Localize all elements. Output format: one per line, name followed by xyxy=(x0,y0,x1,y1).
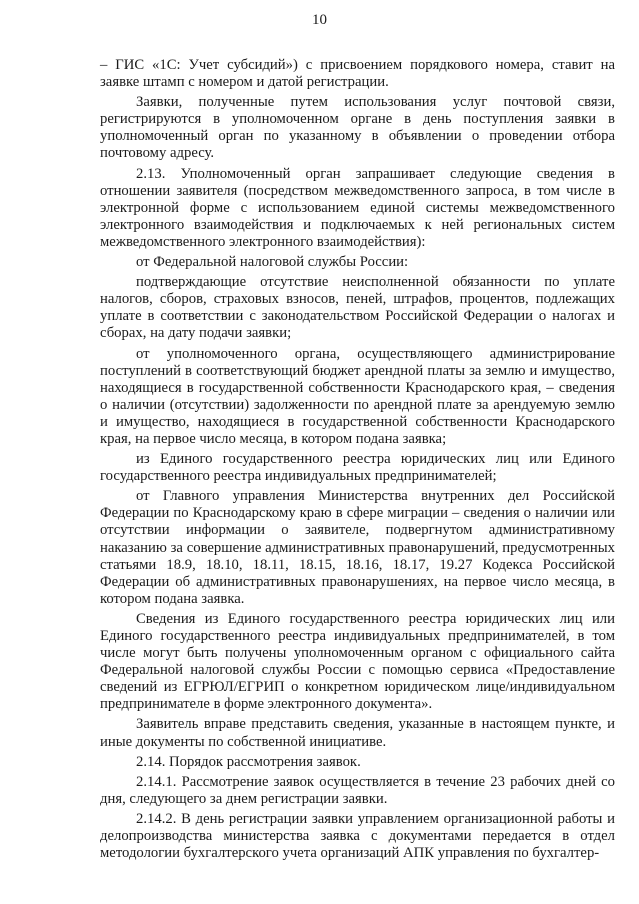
paragraph: 2.14.2. В день регистрации заявки управлением организационной работы и делопроизводства министерства заявка с документами передается в отдел методологии бухгалтерского учета организаций АПК управления по бухгалтер- xyxy=(100,810,615,862)
paragraph: от уполномоченного органа, осуществляющего администрирование поступлений в соответствующий бюджет арендной платы за землю и имущество, находящиеся в государственной собственности Краснодарского края, – сведения о наличии (отсутствии) задолженности по арендной плате за арендуемую землю и имущество, находящиеся в государственной собственности Краснодарского края, на первое число месяца, в котором подана заявка; xyxy=(100,345,615,447)
paragraph: 2.14.1. Рассмотрение заявок осуществляется в течение 23 рабочих дней со дня, следующего за днем регистрации заявки. xyxy=(100,773,615,807)
paragraph: – ГИС «1С: Учет субсидий») с присвоением порядкового номера, ставит на заявке штамп с номером и датой регистрации. xyxy=(100,57,615,91)
paragraph: 2.13. Уполномоченный орган запрашивает следующие сведения в отношении заявителя (посредством межведомственного запроса, в том числе в электронной форме с использованием единой системы межведомственного электронного взаимодействия и подключаемых к ней региональных систем межведомственного электронного взаимодействия): xyxy=(100,165,615,250)
paragraph: от Главного управления Министерства внутренних дел Российской Федерации по Краснодарскому краю в сфере миграции – сведения о наличии или отсутствии информации о заявителе, подвергнутом административному наказанию за совершение административных правонарушений, предусмотренных статьями 18.9, 18.10, 18.11, 18.15, 18.16, 18.17, 19.27 Кодекса Российской Федерации об административных правонарушениях, на первое число месяца, в котором подана заявка. xyxy=(100,488,615,607)
page-number: 10 xyxy=(312,12,327,28)
paragraph: из Единого государственного реестра юридических лиц или Единого государственного реестра индивидуальных предпринимателей; xyxy=(100,451,615,485)
paragraph: 2.14. Порядок рассмотрения заявок. xyxy=(136,753,361,770)
paragraph: от Федеральной налоговой службы России: xyxy=(136,254,409,271)
paragraph: Сведения из Единого государственного реестра юридических лиц или Единого государственного реестра индивидуальных предпринимателей, в том числе могут быть получены уполномоченным органом с официального сайта Федеральной налоговой службы России с помощью сервиса «Предоставление сведений из ЕГРЮЛ/ЕГРИП о конкретном юридическом лице/индивидуальном предпринимателе в форме электронного документа». xyxy=(100,610,615,713)
document-body xyxy=(100,57,615,862)
paragraph: подтверждающие отсутствие неисполненной обязанности по уплате налогов, сборов, страховых взносов, пеней, штрафов, процентов, подлежащих уплате в соответствии с законодательством Российской Федерации о налогах и сборах, на дату подачи заявки; xyxy=(100,274,615,342)
paragraph: Заявки, полученные путем использования услуг почтовой связи, регистрируются в уполномоченном органе в день поступления заявки в уполномоченный орган по указанному в объявлении о проведении отбора почтовому адресу. xyxy=(100,94,615,162)
paragraph: Заявитель вправе представить сведения, указанные в настоящем пункте, и иные документы по собственной инициативе. xyxy=(100,716,615,750)
